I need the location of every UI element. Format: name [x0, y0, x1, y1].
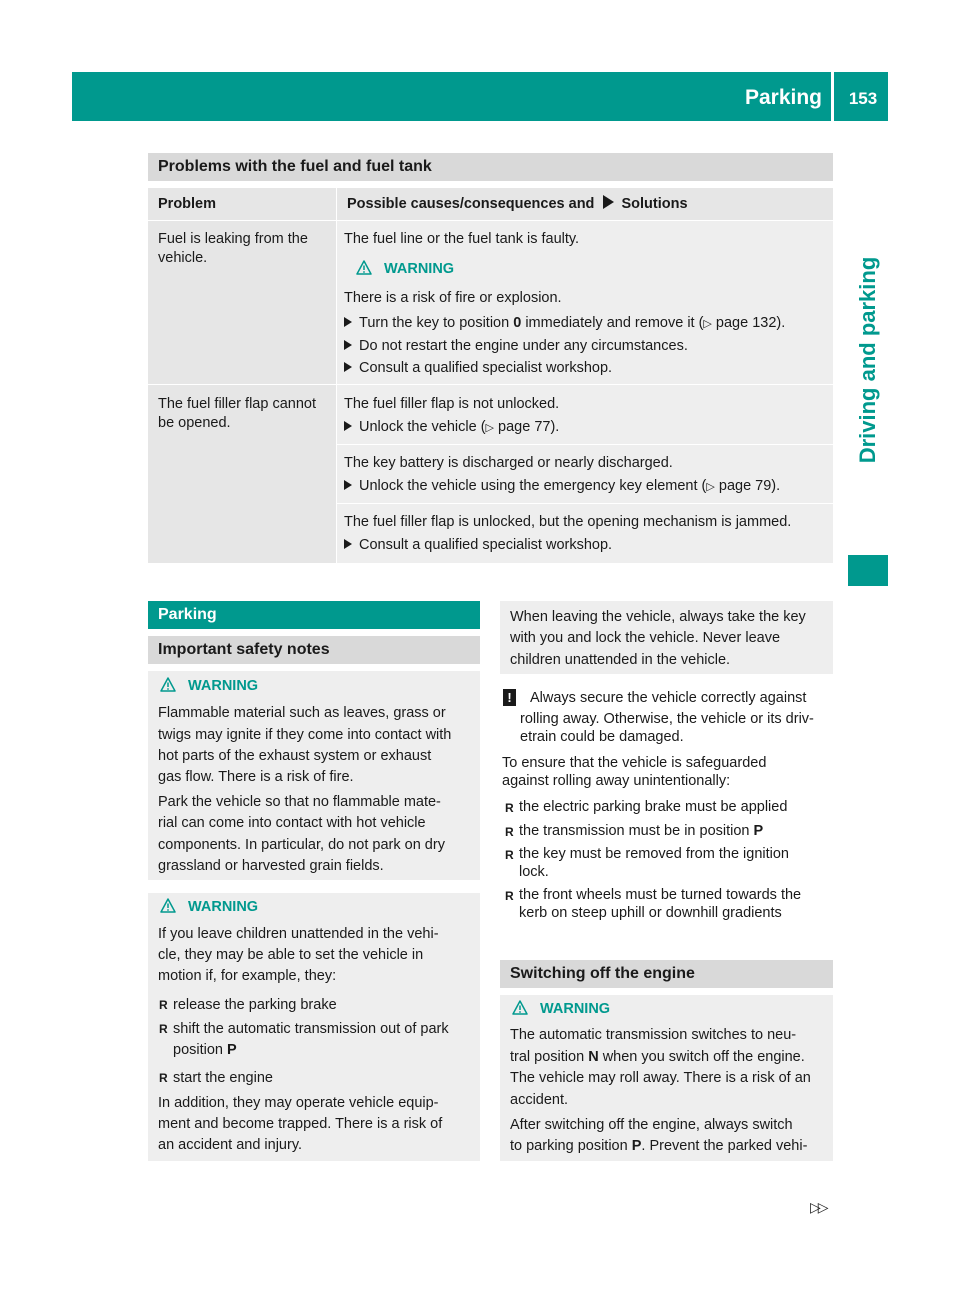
- notice-exclamation-icon: !: [503, 689, 516, 706]
- bullet-icon: R: [505, 848, 514, 862]
- page-number: 153: [848, 89, 878, 108]
- row1-problem-line: Fuel is leaking from the: [158, 231, 308, 247]
- warn1-line: gas flow. There is a risk of fire.: [158, 769, 354, 785]
- warn2-line: cle, they may be able to set the vehicle in: [158, 947, 424, 963]
- warn3-line: The automatic transmission switches to neu-: [510, 1027, 797, 1043]
- warn2-line: motion if, for example, they:: [158, 968, 337, 984]
- warn1-line: Flammable material such as leaves, grass or: [158, 705, 446, 721]
- warning-heading: WARNING: [160, 897, 258, 918]
- switching-off-title: Switching off the engine: [500, 960, 833, 988]
- warn3-line: to parking position P. Prevent the parked vehi-: [510, 1138, 808, 1154]
- warning-triangle-icon: [160, 677, 176, 692]
- row1-cause: The fuel line or the fuel tank is faulty.: [344, 231, 580, 247]
- warning-triangle-icon: [160, 898, 176, 913]
- warn2-line: In addition, they may operate vehicle equip-: [158, 1095, 439, 1111]
- side-tab: [848, 160, 888, 560]
- row2-cause-1: The fuel filler flap is not unlocked.: [344, 396, 560, 412]
- header-section-title: Parking: [744, 86, 822, 109]
- continue-arrows-icon: ▷▷: [810, 1199, 826, 1215]
- row2-problem-line: be opened.: [158, 415, 231, 431]
- step-arrow-icon: [344, 539, 352, 549]
- page-ref-icon: ▷: [703, 318, 712, 330]
- warn3-line: tral position N when you switch off the engine.: [510, 1049, 805, 1065]
- warn3-line: accident.: [510, 1092, 569, 1108]
- damage-notice-line: Always secure the vehicle correctly against: [530, 690, 807, 706]
- requirement-item-cont: lock.: [519, 864, 549, 880]
- damage-notice-line: rolling away. Otherwise, the vehicle or its driv-: [520, 711, 814, 727]
- row2-step-3: Consult a qualified specialist workshop.: [344, 535, 612, 556]
- warn1-line: Park the vehicle so that no flammable mate-: [158, 794, 441, 810]
- requirement-item-cont: kerb on steep uphill or downhill gradients: [519, 905, 782, 921]
- row2-step-2: Unlock the vehicle using the emergency key element (▷ page 79).: [344, 476, 780, 498]
- step-arrow-icon: [344, 317, 352, 327]
- side-tab-label: Driving and parking: [855, 256, 880, 464]
- row2-cause-3: The fuel filler flap is unlocked, but the opening mechanism is jammed.: [344, 514, 792, 530]
- safety-notes-title: Important safety notes: [148, 636, 480, 664]
- row2-step-1: Unlock the vehicle (▷ page 77).: [344, 417, 559, 439]
- solutions-arrow-icon: [603, 195, 614, 209]
- row1-warning: WARNING: [356, 259, 454, 280]
- notice-line: When leaving the vehicle, always take the key: [510, 609, 806, 625]
- bullet-icon: R: [159, 998, 168, 1012]
- warn1-line: hot parts of the exhaust system or exhaust: [158, 748, 432, 764]
- warning-triangle-icon: [512, 1000, 528, 1015]
- warn2-bullet-3: start the engine: [173, 1070, 273, 1086]
- warn2-line: an accident and injury.: [158, 1137, 303, 1153]
- notice-line: with you and lock the vehicle. Never leave: [510, 630, 781, 646]
- bullet-icon: R: [505, 801, 514, 815]
- warn1-line: rial can come into contact with hot vehicle: [158, 815, 426, 831]
- warning-heading: WARNING: [512, 999, 610, 1020]
- table-header-problem: Problem: [148, 188, 336, 220]
- warn3-line: After switching off the engine, always switch: [510, 1117, 793, 1133]
- damage-notice-line: etrain could be damaged.: [520, 729, 684, 745]
- warning-heading: WARNING: [160, 676, 258, 697]
- header-divider: [831, 72, 834, 121]
- step-arrow-icon: [344, 340, 352, 350]
- requirement-item: the front wheels must be turned towards the: [519, 887, 802, 903]
- side-tab-marker: [848, 555, 888, 586]
- requirement-item: the key must be removed from the ignition: [519, 846, 789, 862]
- step-arrow-icon: [344, 362, 352, 372]
- warn2-line: If you leave children unattended in the vehi-: [158, 926, 439, 942]
- bullet-icon: R: [159, 1022, 168, 1036]
- parking-section-title: Parking: [148, 601, 480, 629]
- step-arrow-icon: [344, 421, 352, 431]
- row1-problem-line: vehicle.: [158, 250, 208, 266]
- row1-step-3: Consult a qualified specialist workshop.: [344, 358, 612, 379]
- requirement-item: the transmission must be in position P: [519, 823, 764, 839]
- warn1-line: components. In particular, do not park on dry: [158, 837, 445, 853]
- warn3-line: The vehicle may roll away. There is a risk of an: [510, 1070, 811, 1086]
- row1-risk: There is a risk of fire or explosion.: [344, 290, 562, 306]
- bullet-icon: R: [159, 1071, 168, 1085]
- row1-step-2: Do not restart the engine under any circumstances.: [344, 336, 688, 357]
- row1-step-1: Turn the key to position 0 immediately and remove it (▷ page 132).: [344, 313, 785, 335]
- warn2-bullet-2-cont: position P: [173, 1042, 237, 1058]
- warn2-line: ment and become trapped. There is a risk of: [158, 1116, 443, 1132]
- warn2-bullet-2: shift the automatic transmission out of park: [173, 1021, 449, 1037]
- page-ref-icon: ▷: [706, 481, 715, 493]
- warn1-line: twigs may ignite if they come into contact with: [158, 727, 452, 743]
- warn1-line: grassland or harvested grain fields.: [158, 858, 384, 874]
- row2-problem-line: The fuel filler flap cannot: [158, 396, 316, 412]
- warning-triangle-icon: [356, 260, 372, 275]
- page-ref-icon: ▷: [485, 422, 494, 434]
- step-arrow-icon: [344, 480, 352, 490]
- fuel-section-title: Problems with the fuel and fuel tank: [148, 153, 833, 181]
- table-header-solutions: Possible causes/consequences and Solutions: [337, 188, 833, 220]
- warn2-bullet-1: release the parking brake: [173, 997, 337, 1013]
- ensure-line: against rolling away unintentionally:: [502, 773, 731, 789]
- row2-cause-2: The key battery is discharged or nearly discharged.: [344, 455, 673, 471]
- requirement-item: the electric parking brake must be applied: [519, 799, 788, 815]
- ensure-line: To ensure that the vehicle is safeguarded: [502, 755, 767, 771]
- notice-line: children unattended in the vehicle.: [510, 652, 731, 668]
- bullet-icon: R: [505, 889, 514, 903]
- bullet-icon: R: [505, 825, 514, 839]
